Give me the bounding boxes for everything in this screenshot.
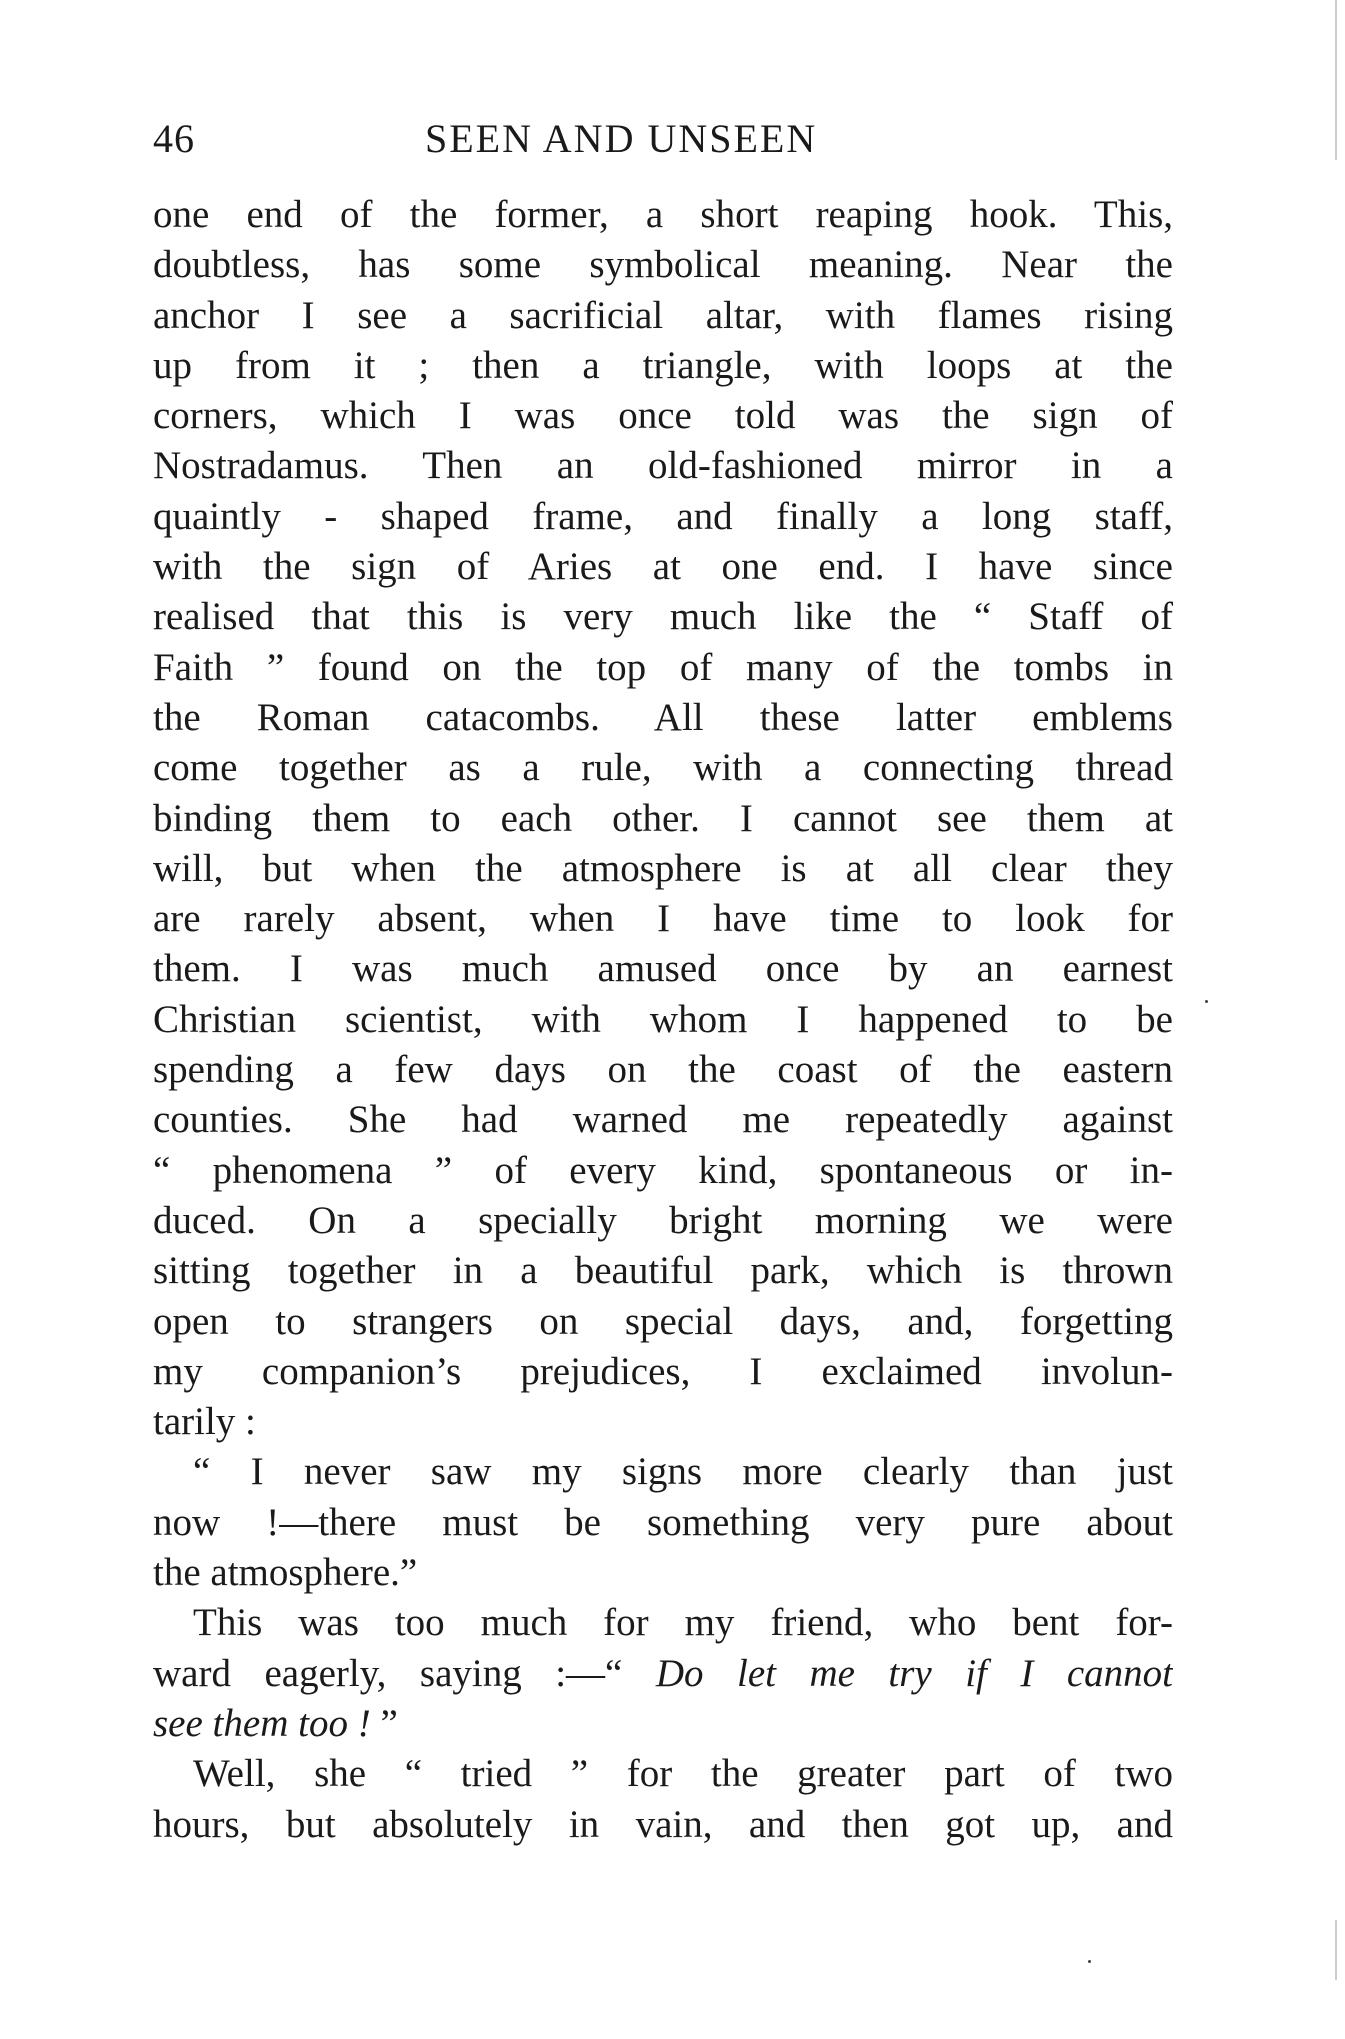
text-line: now !—there must be something very pure about [153, 1500, 1173, 1544]
print-speck [1205, 1000, 1208, 1003]
text-line: anchor I see a sacrificial altar, with flames rising [153, 293, 1173, 337]
text-line: them. I was much amused once by an earnest [153, 947, 1173, 991]
text-line: open to strangers on special days, and, forgetting [153, 1299, 1173, 1343]
text-line: hours, but absolutely in vain, and then got up, and [153, 1802, 1173, 1846]
text-line-italic-part: see them too ! [153, 1701, 371, 1745]
text-line: with the sign of Aries at one end. I have since [153, 545, 1173, 589]
text-line-mixed [153, 1699, 1173, 1749]
text-line-plain-part: ward eagerly, saying :—“ [153, 1651, 623, 1695]
text-line: one end of the former, a short reaping hook. This, [153, 193, 1173, 236]
text-line: Christian scientist, with whom I happened to be [153, 997, 1173, 1041]
page-number: 46 [153, 116, 195, 161]
text-line-italic-part: Do let me try if I cannot [655, 1651, 1173, 1695]
text-line: Nostradamus. Then an old-fashioned mirror in a [153, 444, 1173, 488]
text-line: This was too much for my friend, who bent for- [193, 1601, 1173, 1645]
text-line: realised that this is very much like the “ Staff of [153, 595, 1173, 639]
text-line: Well, she “ tried ” for the greater part of two [193, 1752, 1173, 1796]
scan-edge-mark [1335, 0, 1337, 160]
text-line: the Roman catacombs. All these latter emblems [153, 695, 1173, 739]
text-line: duced. On a specially bright morning we were [153, 1198, 1173, 1242]
text-line-plain-part: ” [370, 1701, 398, 1745]
text-line: corners, which I was once told was the sign of [153, 394, 1173, 438]
print-speck [1088, 1960, 1091, 1963]
page-header [153, 114, 1173, 164]
text-line: come together as a rule, with a connecting thread [153, 746, 1173, 790]
text-line: Faith ” found on the top of many of the tombs in [153, 645, 1173, 689]
text-line: up from it ; then a triangle, with loops at the [153, 343, 1173, 387]
running-title: SEEN AND UNSEEN [425, 116, 818, 161]
text-line: “ phenomena ” of every kind, spontaneous or in- [153, 1148, 1173, 1192]
text-line-mixed [153, 1649, 1173, 1699]
text-line: the atmosphere.” [153, 1551, 418, 1595]
text-line: will, but when the atmosphere is at all clear they [153, 846, 1173, 890]
text-line: tarily : [153, 1400, 256, 1444]
scan-edge-mark [1335, 1920, 1337, 1980]
text-line: quaintly - shaped frame, and finally a long staff, [153, 494, 1173, 538]
text-line: counties. She had warned me repeatedly against [153, 1098, 1173, 1142]
text-line: are rarely absent, when I have time to look for [153, 897, 1173, 941]
body-text [153, 190, 1173, 1850]
text-line: doubtless, has some symbolical meaning. Near the [153, 243, 1173, 287]
text-line: sitting together in a beautiful park, which is thrown [153, 1249, 1173, 1293]
text-line: spending a few days on the coast of the eastern [153, 1048, 1173, 1092]
text-line: binding them to each other. I cannot see them at [153, 796, 1173, 840]
text-line: “ I never saw my signs more clearly than just [193, 1450, 1173, 1494]
text-line: my companion’s prejudices, I exclaimed involun- [153, 1349, 1173, 1393]
